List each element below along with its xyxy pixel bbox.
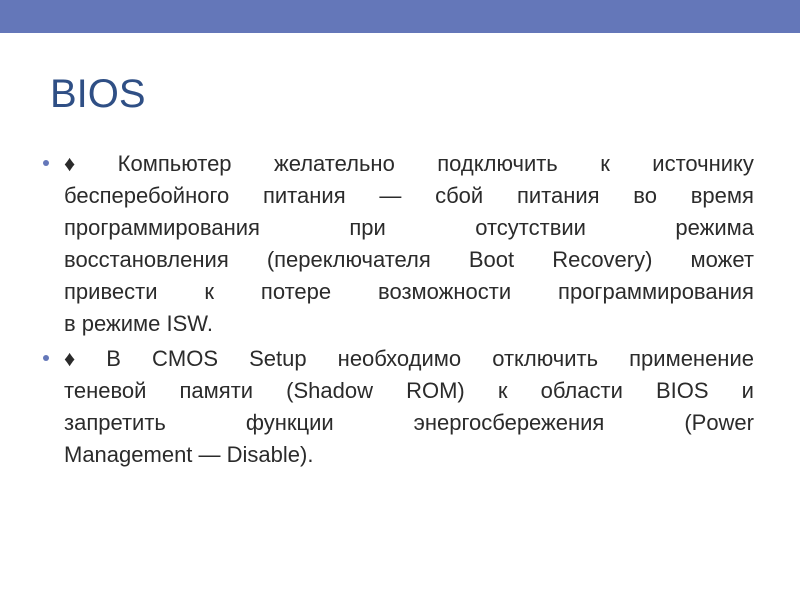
word: и (741, 378, 754, 403)
word: может (690, 247, 754, 272)
word: к (600, 151, 610, 176)
word: во (633, 183, 657, 208)
word: в режиме ISW. (64, 311, 213, 336)
word: желательно (273, 151, 395, 176)
word: — (379, 183, 402, 208)
word: памяти (179, 378, 254, 403)
word: при (349, 215, 386, 240)
word: время (690, 183, 754, 208)
word: питания (516, 183, 600, 208)
word: Setup (249, 346, 307, 371)
text-line (64, 407, 754, 439)
word: Management — Disable). (64, 442, 314, 467)
word: источнику (652, 151, 754, 176)
text-line (64, 343, 754, 375)
text-line (64, 308, 754, 340)
word: В (106, 346, 121, 371)
word: возможности (378, 279, 512, 304)
word: отсутствии (475, 215, 586, 240)
text-line (64, 148, 754, 180)
word: сбой (435, 183, 484, 208)
word: подключить (437, 151, 558, 176)
bullet-item (40, 148, 760, 340)
word: потере (260, 279, 332, 304)
top-accent-bar (0, 0, 800, 33)
word: отключить (492, 346, 599, 371)
word: теневой (64, 378, 147, 403)
bullet-dot-icon (43, 160, 49, 166)
word: применение (629, 346, 754, 371)
word: запретить (64, 410, 166, 435)
bullet-item (40, 343, 760, 471)
word: к (497, 378, 508, 403)
text-line (64, 439, 754, 471)
word: программирования (64, 215, 260, 240)
word: к (204, 279, 215, 304)
text-line (64, 180, 754, 212)
word: питания (262, 183, 346, 208)
word: области (540, 378, 623, 403)
word: Компьютер (117, 151, 232, 176)
word: ♦ (64, 151, 76, 176)
word: Boot (468, 247, 515, 272)
word: ♦ (64, 346, 76, 371)
text-line (64, 212, 754, 244)
word: программирования (558, 279, 754, 304)
text-line (64, 244, 754, 276)
word: привести (64, 279, 158, 304)
word: восстановления (64, 247, 229, 272)
word: бесперебойного (64, 183, 230, 208)
text-line (64, 276, 754, 308)
word: (переключателя (266, 247, 431, 272)
word: CMOS (152, 346, 219, 371)
word: необходимо (337, 346, 462, 371)
slide-title: BIOS (50, 72, 146, 116)
word: Recovery) (552, 247, 653, 272)
text-line (64, 375, 754, 407)
word: BIOS (655, 378, 709, 403)
word: (Power (684, 410, 754, 435)
word: функции (245, 410, 334, 435)
bullet-list (40, 148, 760, 474)
word: режима (675, 215, 754, 240)
word: энергосбережения (413, 410, 605, 435)
word: (Shadow (286, 378, 374, 403)
word: ROM) (406, 378, 465, 403)
bullet-dot-icon (43, 355, 49, 361)
